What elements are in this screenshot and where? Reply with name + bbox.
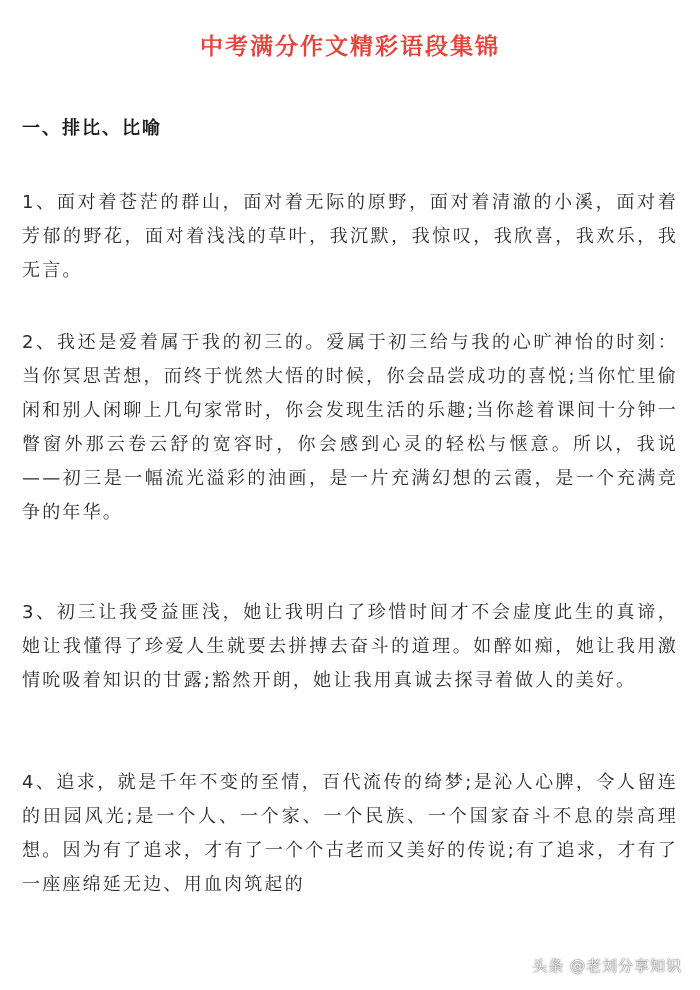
section-heading: 一、排比、比喻 [22,118,162,139]
paragraph-4: 4、追求，就是千年不变的至情，百代流传的绮梦;是沁人心脾，令人留连的田园风光;是一个人、一个家、一个民族、一个国家奋斗不息的崇高理想。因为有了追求，才有了一个个古老而又美好的传说;有了追求，才有了一座座绵延无边、用血肉筑起的 [22,772,678,895]
watermark [532,955,682,976]
article-title: 中考满分作文精彩语段集锦 [200,34,500,60]
paragraph-3: 3、初三让我受益匪浅，她让我明白了珍惜时间才不会虚度此生的真谛，她让我懂得了珍爱人生就要去拼搏去奋斗的道理。如醉如痴，她让我用激情吮吸着知识的甘露;豁然开朗，她让我用真诚去探寻着做人的美好。 [22,602,678,691]
paragraph-2: 2、我还是爱着属于我的初三的。爱属于初三给与我的心旷神怡的时刻：当你冥思苦想，而终于恍然大悟的时候，你会品尝成功的喜悦;当你忙里偷闲和别人闲聊上几句家常时，你会发现生活的乐趣;当你趁着课间十分钟一瞥窗外那云卷云舒的宽容时，你会感到心灵的轻松与惬意。所以，我说——初三是一幅流光溢彩的油画，是一片充满幻想的云霞，是一个充满竞争的年华。 [22,332,678,523]
paragraph-1: 1、面对着苍茫的群山，面对着无际的原野，面对着清澈的小溪，面对着芳郁的野花，面对着浅浅的草叶，我沉默，我惊叹，我欣喜，我欢乐，我无言。 [22,192,678,281]
watermark-text: 头条 @老刘分享知识 [532,957,682,975]
